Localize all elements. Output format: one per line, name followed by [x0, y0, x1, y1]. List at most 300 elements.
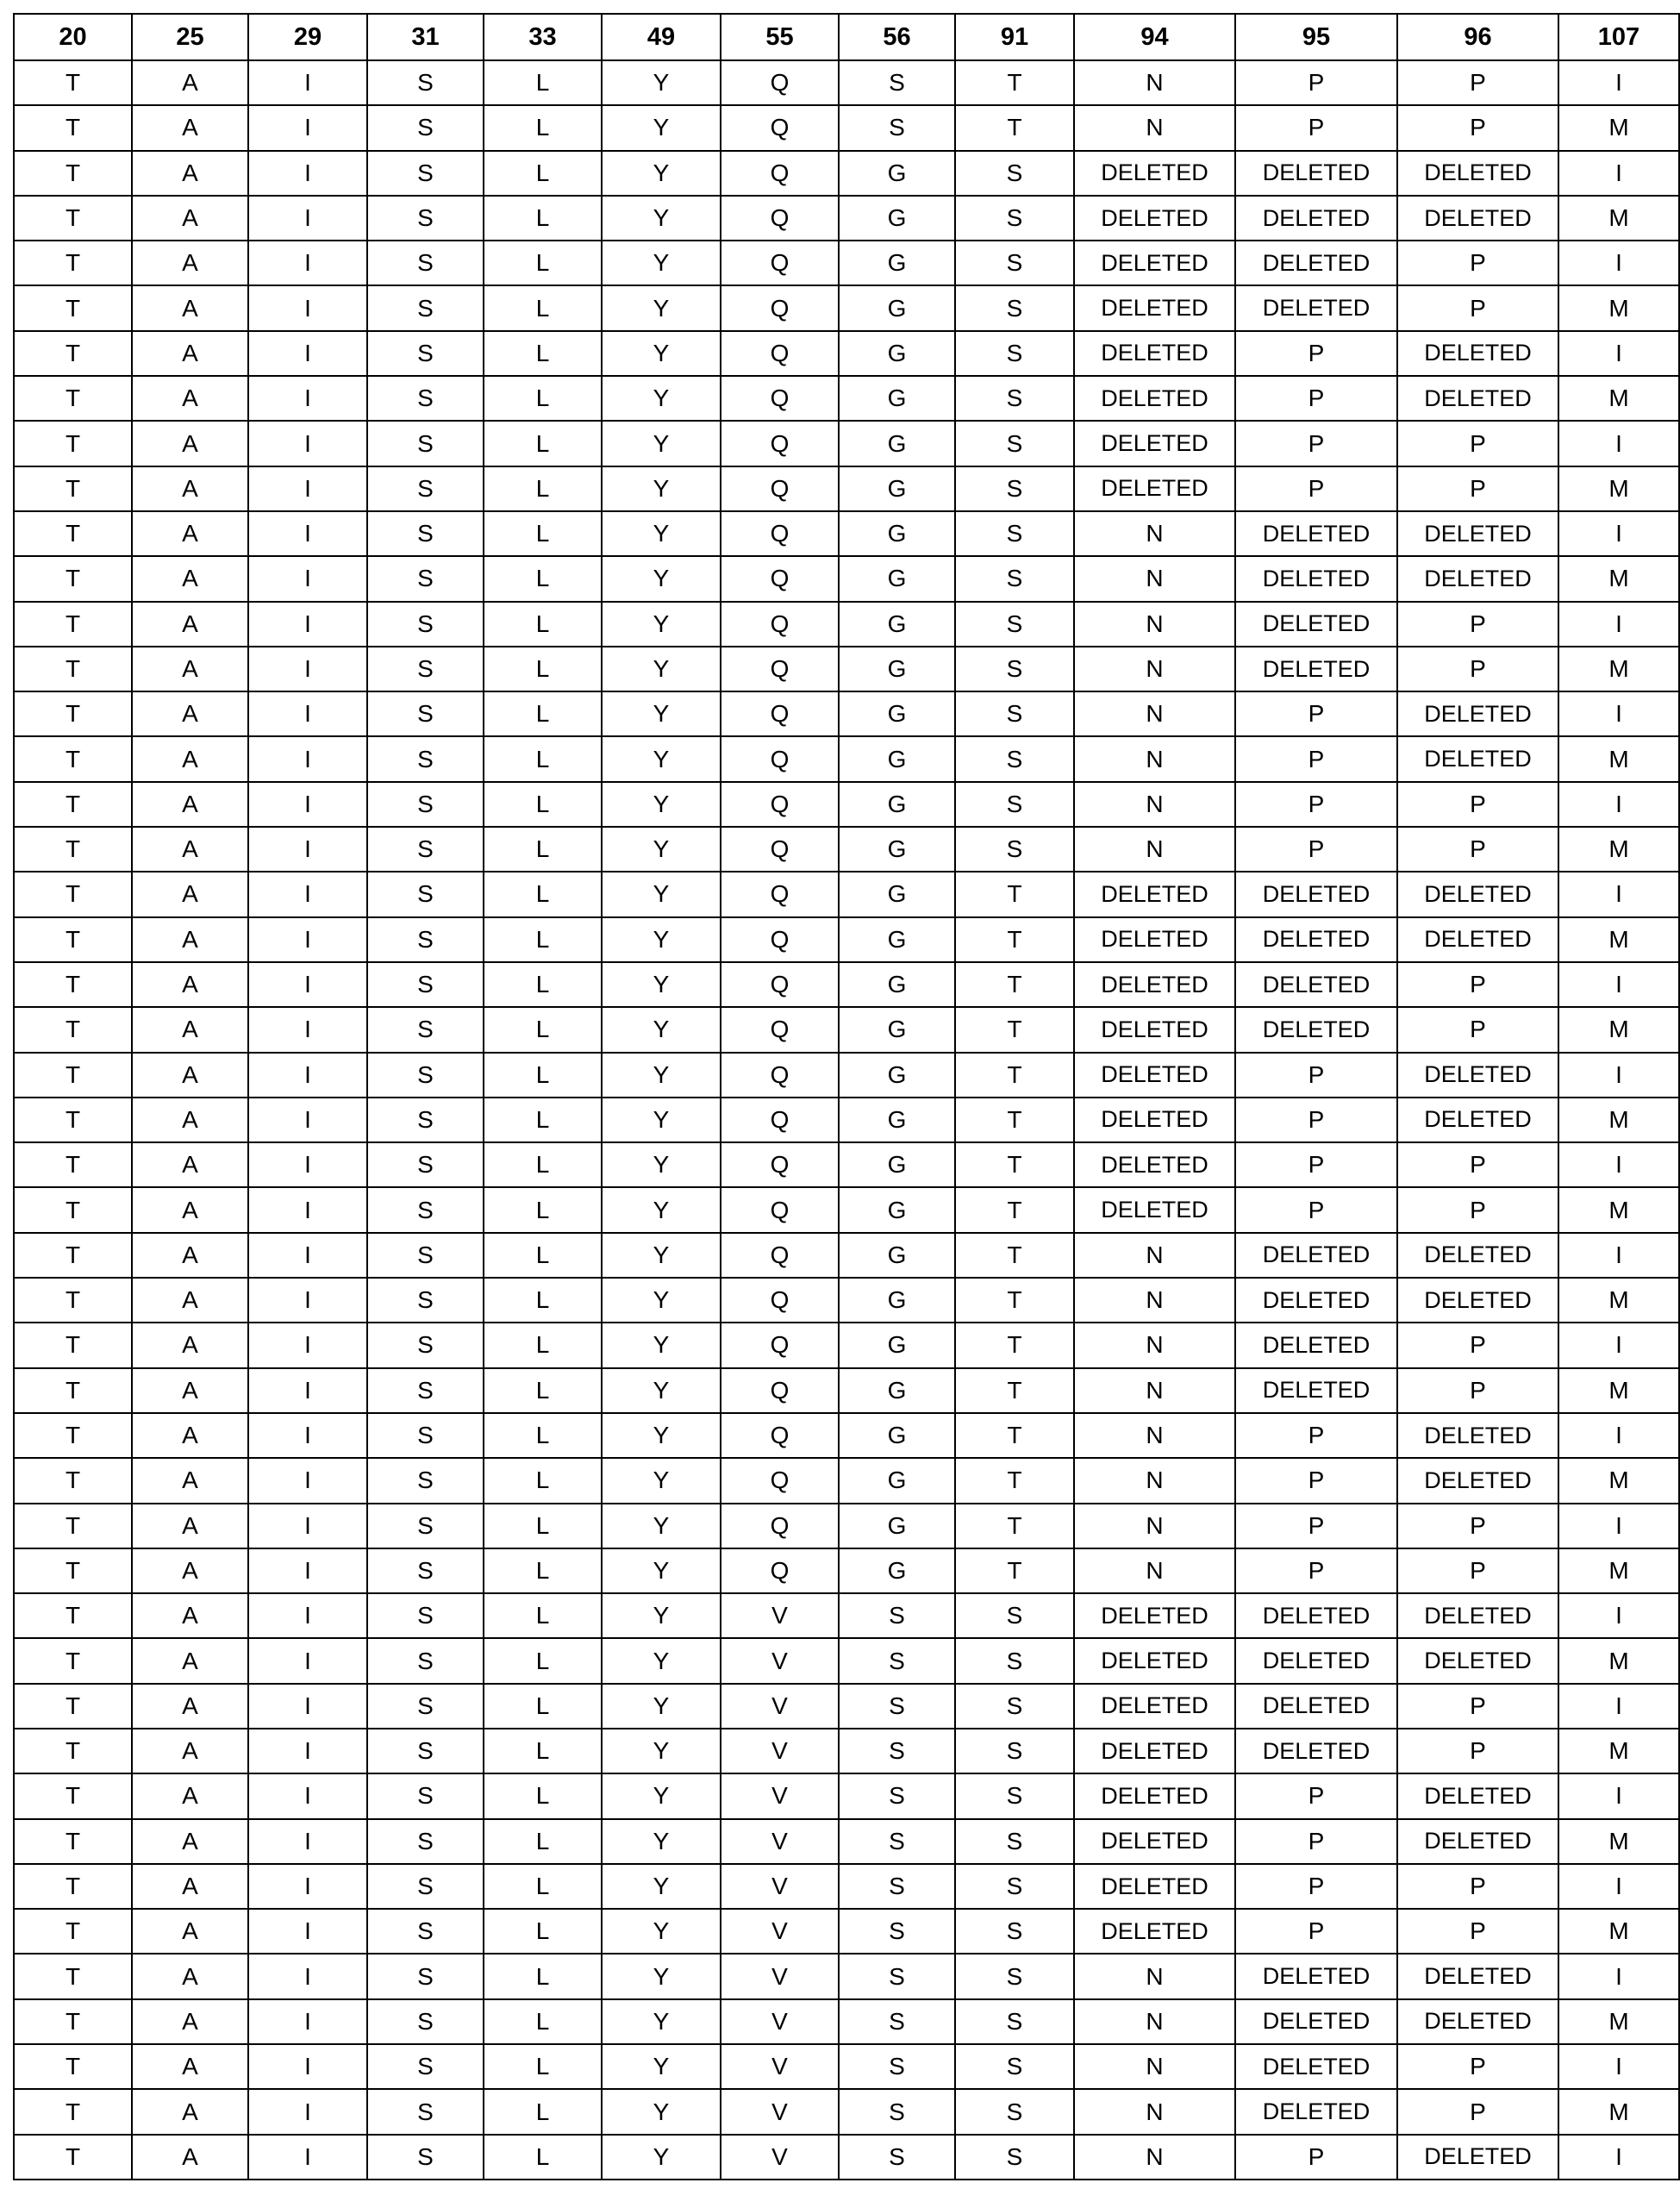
cell-position-25: A [132, 2089, 248, 2134]
cell-position-33: L [484, 105, 602, 150]
cell-position-49: Y [602, 1548, 721, 1593]
cell-position-56: S [839, 1684, 955, 1729]
cell-position-91: S [955, 2044, 1074, 2089]
cell-position-94: DELETED [1074, 1819, 1235, 1864]
cell-position-33: L [484, 151, 602, 196]
cell-position-94: DELETED [1074, 285, 1235, 330]
cell-position-33: L [484, 1007, 602, 1052]
cell-position-107: M [1558, 1007, 1679, 1052]
cell-position-55: Q [721, 1278, 839, 1323]
cell-position-29: I [248, 647, 367, 691]
cell-position-33: L [484, 2135, 602, 2180]
cell-position-20: T [14, 736, 132, 781]
cell-position-49: Y [602, 1142, 721, 1187]
cell-position-31: S [367, 376, 484, 421]
cell-position-49: Y [602, 1368, 721, 1413]
cell-position-94: N [1074, 1954, 1235, 1998]
cell-position-20: T [14, 1053, 132, 1098]
cell-position-107: M [1558, 1548, 1679, 1593]
header-row [14, 14, 1679, 60]
cell-position-33: L [484, 1458, 602, 1503]
cell-position-94: N [1074, 511, 1235, 556]
cell-position-33: L [484, 1819, 602, 1864]
cell-position-49: Y [602, 1187, 721, 1232]
cell-position-20: T [14, 1548, 132, 1593]
cell-position-29: I [248, 1368, 367, 1413]
cell-position-91: T [955, 917, 1074, 962]
cell-position-56: S [839, 105, 955, 150]
cell-position-31: S [367, 1548, 484, 1593]
cell-position-49: Y [602, 1729, 721, 1773]
cell-position-94: DELETED [1074, 196, 1235, 241]
cell-position-107: I [1558, 1593, 1679, 1638]
cell-position-107: M [1558, 1999, 1679, 2044]
cell-position-94: N [1074, 1323, 1235, 1367]
column-header-49: 49 [602, 14, 721, 60]
cell-position-107: M [1558, 917, 1679, 962]
cell-position-20: T [14, 962, 132, 1007]
table-row [14, 196, 1679, 241]
cell-position-107: M [1558, 736, 1679, 781]
table-row [14, 2089, 1679, 2134]
cell-position-33: L [484, 1954, 602, 1998]
cell-position-33: L [484, 917, 602, 962]
cell-position-96: P [1397, 1864, 1558, 1909]
cell-position-20: T [14, 285, 132, 330]
cell-position-94: DELETED [1074, 466, 1235, 511]
cell-position-20: T [14, 1504, 132, 1548]
cell-position-95: DELETED [1235, 1954, 1397, 1998]
cell-position-55: Q [721, 466, 839, 511]
cell-position-20: T [14, 421, 132, 466]
cell-position-56: G [839, 1142, 955, 1187]
cell-position-20: T [14, 2135, 132, 2180]
cell-position-25: A [132, 1999, 248, 2044]
cell-position-25: A [132, 466, 248, 511]
cell-position-31: S [367, 2044, 484, 2089]
cell-position-94: N [1074, 602, 1235, 647]
table-row [14, 151, 1679, 196]
cell-position-31: S [367, 647, 484, 691]
cell-position-94: N [1074, 1413, 1235, 1458]
cell-position-49: Y [602, 2135, 721, 2180]
cell-position-31: S [367, 556, 484, 601]
cell-position-31: S [367, 1413, 484, 1458]
cell-position-95: DELETED [1235, 285, 1397, 330]
cell-position-94: N [1074, 1233, 1235, 1278]
cell-position-33: L [484, 1593, 602, 1638]
cell-position-91: T [955, 105, 1074, 150]
cell-position-107: M [1558, 1729, 1679, 1773]
column-header-91: 91 [955, 14, 1074, 60]
cell-position-96: P [1397, 1323, 1558, 1367]
cell-position-29: I [248, 1684, 367, 1729]
cell-position-55: Q [721, 872, 839, 916]
cell-position-96: DELETED [1397, 917, 1558, 962]
table-row [14, 962, 1679, 1007]
cell-position-96: DELETED [1397, 1954, 1558, 1998]
cell-position-29: I [248, 105, 367, 150]
cell-position-96: P [1397, 1504, 1558, 1548]
cell-position-33: L [484, 827, 602, 872]
cell-position-29: I [248, 1593, 367, 1638]
table-row [14, 1819, 1679, 1864]
cell-position-56: S [839, 60, 955, 105]
cell-position-25: A [132, 1909, 248, 1954]
table-row [14, 1999, 1679, 2044]
column-header-55: 55 [721, 14, 839, 60]
cell-position-55: Q [721, 151, 839, 196]
cell-position-20: T [14, 1593, 132, 1638]
cell-position-33: L [484, 2089, 602, 2134]
cell-position-56: S [839, 1729, 955, 1773]
cell-position-95: DELETED [1235, 1999, 1397, 2044]
cell-position-56: G [839, 1548, 955, 1593]
cell-position-91: S [955, 511, 1074, 556]
cell-position-33: L [484, 1638, 602, 1683]
cell-position-29: I [248, 1729, 367, 1773]
cell-position-95: P [1235, 421, 1397, 466]
cell-position-56: G [839, 647, 955, 691]
cell-position-20: T [14, 782, 132, 827]
cell-position-56: G [839, 241, 955, 285]
cell-position-55: Q [721, 1007, 839, 1052]
cell-position-25: A [132, 241, 248, 285]
cell-position-96: P [1397, 647, 1558, 691]
cell-position-56: G [839, 736, 955, 781]
cell-position-95: P [1235, 1187, 1397, 1232]
table-row [14, 782, 1679, 827]
cell-position-95: DELETED [1235, 1684, 1397, 1729]
cell-position-33: L [484, 1278, 602, 1323]
cell-position-91: S [955, 1819, 1074, 1864]
cell-position-49: Y [602, 1909, 721, 1954]
cell-position-25: A [132, 602, 248, 647]
column-header-95: 95 [1235, 14, 1397, 60]
cell-position-107: M [1558, 647, 1679, 691]
cell-position-107: I [1558, 2044, 1679, 2089]
cell-position-107: M [1558, 105, 1679, 150]
cell-position-31: S [367, 1142, 484, 1187]
cell-position-94: N [1074, 1999, 1235, 2044]
column-header-94: 94 [1074, 14, 1235, 60]
cell-position-107: I [1558, 421, 1679, 466]
table-row [14, 2044, 1679, 2089]
cell-position-107: M [1558, 1098, 1679, 1142]
cell-position-25: A [132, 511, 248, 556]
cell-position-25: A [132, 196, 248, 241]
cell-position-91: S [955, 1593, 1074, 1638]
cell-position-33: L [484, 1909, 602, 1954]
cell-position-49: Y [602, 466, 721, 511]
cell-position-49: Y [602, 1954, 721, 1998]
cell-position-91: S [955, 466, 1074, 511]
cell-position-107: I [1558, 151, 1679, 196]
cell-position-55: Q [721, 421, 839, 466]
cell-position-94: N [1074, 2135, 1235, 2180]
cell-position-56: G [839, 1504, 955, 1548]
cell-position-94: N [1074, 1368, 1235, 1413]
cell-position-49: Y [602, 1413, 721, 1458]
cell-position-91: T [955, 1504, 1074, 1548]
cell-position-20: T [14, 872, 132, 916]
cell-position-94: N [1074, 691, 1235, 736]
table-row [14, 736, 1679, 781]
cell-position-94: N [1074, 827, 1235, 872]
cell-position-55: V [721, 1954, 839, 1998]
cell-position-94: DELETED [1074, 1142, 1235, 1187]
table-row [14, 1729, 1679, 1773]
cell-position-31: S [367, 151, 484, 196]
cell-position-107: M [1558, 1638, 1679, 1683]
cell-position-107: I [1558, 691, 1679, 736]
cell-position-33: L [484, 376, 602, 421]
cell-position-20: T [14, 917, 132, 962]
cell-position-91: T [955, 1098, 1074, 1142]
cell-position-49: Y [602, 917, 721, 962]
cell-position-107: M [1558, 376, 1679, 421]
cell-position-20: T [14, 1638, 132, 1683]
cell-position-95: P [1235, 1098, 1397, 1142]
cell-position-49: Y [602, 241, 721, 285]
cell-position-91: S [955, 827, 1074, 872]
cell-position-95: DELETED [1235, 2089, 1397, 2134]
cell-position-29: I [248, 556, 367, 601]
cell-position-94: DELETED [1074, 331, 1235, 376]
cell-position-91: T [955, 1278, 1074, 1323]
table-row [14, 1864, 1679, 1909]
cell-position-96: DELETED [1397, 1233, 1558, 1278]
cell-position-25: A [132, 1323, 248, 1367]
cell-position-55: V [721, 1864, 839, 1909]
cell-position-31: S [367, 1773, 484, 1818]
cell-position-25: A [132, 60, 248, 105]
cell-position-95: P [1235, 1142, 1397, 1187]
cell-position-107: I [1558, 1504, 1679, 1548]
cell-position-55: Q [721, 1458, 839, 1503]
cell-position-96: DELETED [1397, 511, 1558, 556]
cell-position-20: T [14, 1368, 132, 1413]
cell-position-95: DELETED [1235, 1729, 1397, 1773]
cell-position-33: L [484, 466, 602, 511]
cell-position-25: A [132, 827, 248, 872]
cell-position-25: A [132, 331, 248, 376]
cell-position-25: A [132, 556, 248, 601]
cell-position-55: V [721, 1729, 839, 1773]
cell-position-49: Y [602, 602, 721, 647]
cell-position-107: M [1558, 1187, 1679, 1232]
cell-position-29: I [248, 511, 367, 556]
table-row [14, 1638, 1679, 1683]
cell-position-25: A [132, 376, 248, 421]
cell-position-31: S [367, 60, 484, 105]
cell-position-33: L [484, 1053, 602, 1098]
cell-position-96: DELETED [1397, 691, 1558, 736]
cell-position-55: Q [721, 1413, 839, 1458]
cell-position-33: L [484, 782, 602, 827]
cell-position-25: A [132, 872, 248, 916]
cell-position-55: V [721, 1909, 839, 1954]
cell-position-31: S [367, 1007, 484, 1052]
table-row [14, 1909, 1679, 1954]
cell-position-33: L [484, 196, 602, 241]
cell-position-56: G [839, 151, 955, 196]
cell-position-94: DELETED [1074, 1007, 1235, 1052]
table-row [14, 827, 1679, 872]
cell-position-96: DELETED [1397, 1999, 1558, 2044]
table-row [14, 872, 1679, 916]
cell-position-55: Q [721, 331, 839, 376]
cell-position-91: S [955, 1909, 1074, 1954]
cell-position-94: DELETED [1074, 962, 1235, 1007]
cell-position-31: S [367, 1593, 484, 1638]
column-header-96: 96 [1397, 14, 1558, 60]
cell-position-94: DELETED [1074, 151, 1235, 196]
cell-position-95: P [1235, 376, 1397, 421]
cell-position-91: S [955, 1638, 1074, 1683]
cell-position-33: L [484, 1233, 602, 1278]
cell-position-96: P [1397, 1368, 1558, 1413]
cell-position-31: S [367, 1053, 484, 1098]
cell-position-94: N [1074, 647, 1235, 691]
cell-position-107: I [1558, 1684, 1679, 1729]
cell-position-95: P [1235, 105, 1397, 150]
cell-position-95: DELETED [1235, 556, 1397, 601]
cell-position-20: T [14, 1098, 132, 1142]
cell-position-31: S [367, 331, 484, 376]
cell-position-31: S [367, 962, 484, 1007]
cell-position-107: M [1558, 1458, 1679, 1503]
cell-position-29: I [248, 421, 367, 466]
cell-position-31: S [367, 466, 484, 511]
cell-position-25: A [132, 1729, 248, 1773]
cell-position-95: DELETED [1235, 241, 1397, 285]
cell-position-96: P [1397, 466, 1558, 511]
cell-position-95: DELETED [1235, 1638, 1397, 1683]
cell-position-95: P [1235, 827, 1397, 872]
cell-position-107: I [1558, 1864, 1679, 1909]
cell-position-31: S [367, 196, 484, 241]
cell-position-96: DELETED [1397, 1458, 1558, 1503]
cell-position-55: Q [721, 736, 839, 781]
cell-position-96: DELETED [1397, 376, 1558, 421]
cell-position-29: I [248, 1909, 367, 1954]
cell-position-31: S [367, 511, 484, 556]
cell-position-20: T [14, 1909, 132, 1954]
cell-position-29: I [248, 1007, 367, 1052]
cell-position-20: T [14, 1458, 132, 1503]
cell-position-29: I [248, 1413, 367, 1458]
cell-position-95: P [1235, 782, 1397, 827]
cell-position-94: N [1074, 105, 1235, 150]
cell-position-91: S [955, 1864, 1074, 1909]
cell-position-25: A [132, 1187, 248, 1232]
cell-position-31: S [367, 1187, 484, 1232]
cell-position-29: I [248, 1504, 367, 1548]
cell-position-49: Y [602, 105, 721, 150]
cell-position-107: M [1558, 1909, 1679, 1954]
cell-position-107: I [1558, 1413, 1679, 1458]
cell-position-56: G [839, 285, 955, 330]
cell-position-31: S [367, 1233, 484, 1278]
cell-position-91: T [955, 1142, 1074, 1187]
cell-position-49: Y [602, 1593, 721, 1638]
cell-position-20: T [14, 1187, 132, 1232]
cell-position-20: T [14, 1278, 132, 1323]
cell-position-91: T [955, 872, 1074, 916]
cell-position-25: A [132, 1142, 248, 1187]
cell-position-94: N [1074, 2089, 1235, 2134]
cell-position-29: I [248, 331, 367, 376]
cell-position-95: DELETED [1235, 2044, 1397, 2089]
cell-position-91: T [955, 1007, 1074, 1052]
cell-position-55: Q [721, 60, 839, 105]
cell-position-55: Q [721, 556, 839, 601]
cell-position-49: Y [602, 1007, 721, 1052]
cell-position-107: M [1558, 466, 1679, 511]
cell-position-29: I [248, 1458, 367, 1503]
cell-position-96: DELETED [1397, 1053, 1558, 1098]
cell-position-55: V [721, 2135, 839, 2180]
table-row [14, 511, 1679, 556]
cell-position-96: P [1397, 1548, 1558, 1593]
cell-position-29: I [248, 196, 367, 241]
table-row [14, 1323, 1679, 1367]
cell-position-56: S [839, 1954, 955, 1998]
cell-position-20: T [14, 196, 132, 241]
column-header-56: 56 [839, 14, 955, 60]
cell-position-56: G [839, 872, 955, 916]
cell-position-33: L [484, 1504, 602, 1548]
cell-position-91: T [955, 1458, 1074, 1503]
cell-position-96: P [1397, 827, 1558, 872]
cell-position-25: A [132, 151, 248, 196]
cell-position-94: N [1074, 1548, 1235, 1593]
cell-position-25: A [132, 105, 248, 150]
cell-position-20: T [14, 1999, 132, 2044]
cell-position-91: T [955, 60, 1074, 105]
cell-position-91: S [955, 196, 1074, 241]
cell-position-95: P [1235, 60, 1397, 105]
cell-position-91: T [955, 1548, 1074, 1593]
table-row [14, 1954, 1679, 1998]
cell-position-33: L [484, 2044, 602, 2089]
cell-position-94: DELETED [1074, 1684, 1235, 1729]
cell-position-31: S [367, 1864, 484, 1909]
cell-position-33: L [484, 1098, 602, 1142]
column-header-29: 29 [248, 14, 367, 60]
cell-position-29: I [248, 1053, 367, 1098]
cell-position-55: Q [721, 105, 839, 150]
cell-position-91: S [955, 691, 1074, 736]
cell-position-29: I [248, 736, 367, 781]
cell-position-95: P [1235, 736, 1397, 781]
cell-position-95: P [1235, 1504, 1397, 1548]
cell-position-107: M [1558, 196, 1679, 241]
cell-position-91: S [955, 241, 1074, 285]
cell-position-94: N [1074, 556, 1235, 601]
cell-position-31: S [367, 1278, 484, 1323]
cell-position-33: L [484, 241, 602, 285]
cell-position-29: I [248, 2135, 367, 2180]
cell-position-55: Q [721, 827, 839, 872]
cell-position-55: Q [721, 376, 839, 421]
cell-position-94: DELETED [1074, 872, 1235, 916]
cell-position-49: Y [602, 647, 721, 691]
cell-position-55: V [721, 1773, 839, 1818]
cell-position-49: Y [602, 782, 721, 827]
cell-position-56: G [839, 691, 955, 736]
